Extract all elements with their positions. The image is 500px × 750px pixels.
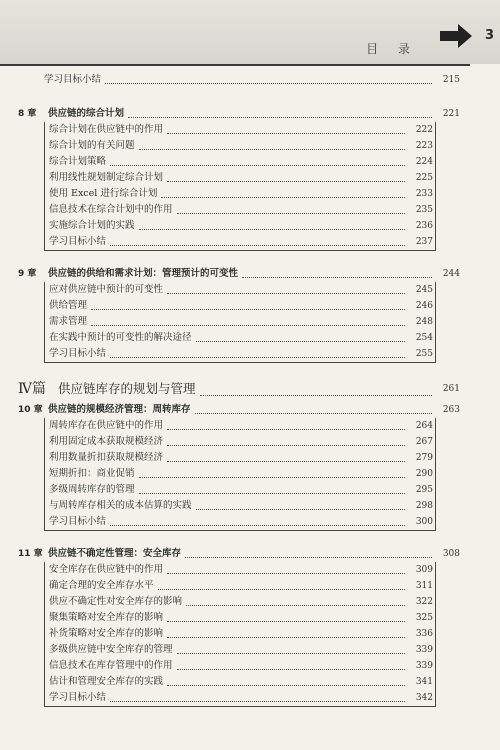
running-title: 目 录: [366, 42, 418, 56]
chapter-heading[interactable]: 11 章 供应链不确定性管理：安全库存 308: [18, 548, 460, 559]
toc-entry[interactable]: 聚集策略对安全库存的影响 325: [49, 612, 433, 623]
toc-entry[interactable]: 实施综合计划的实践 236: [49, 220, 433, 231]
toc-entry[interactable]: 供应不确定性对安全库存的影响 322: [49, 596, 433, 607]
arrow-right-icon: [438, 22, 474, 50]
toc-entry[interactable]: 多级供应链中安全库存的管理 339: [49, 644, 433, 655]
toc-entry[interactable]: 学习目标小结 255: [49, 348, 433, 359]
toc-entry[interactable]: 学习目标小结 300: [49, 516, 433, 527]
toc-entry[interactable]: 周转库存在供应链中的作用 264: [49, 420, 433, 431]
page-header: [0, 0, 500, 64]
toc-entry[interactable]: 利用固定成本获取规模经济 267: [49, 436, 433, 447]
toc-entry[interactable]: 信息技术在库存管理中的作用 339: [49, 660, 433, 671]
toc-entry[interactable]: 安全库存在供应链中的作用 309: [49, 564, 433, 575]
toc-entry[interactable]: 供给管理 246: [49, 300, 433, 311]
toc-entry[interactable]: 在实践中预计的可变性的解决途径 254: [49, 332, 433, 343]
chapter-heading[interactable]: 9 章 供应链的供给和需求计划：管理预计的可变性 244: [18, 268, 460, 279]
page-number: 3: [484, 28, 494, 43]
toc-entry[interactable]: 综合计划的有关问题 223: [49, 140, 433, 151]
toc-entry[interactable]: 应对供应链中预计的可变性 245: [49, 284, 433, 295]
toc-entry[interactable]: 使用 Excel 进行综合计划 233: [49, 188, 433, 199]
toc-entry[interactable]: 综合计划在供应链中的作用 222: [49, 124, 433, 135]
toc-entry[interactable]: 需求管理 248: [49, 316, 433, 327]
chapter-sections: [44, 122, 436, 251]
toc-entry[interactable]: 利用数量折扣获取规模经济 279: [49, 452, 433, 463]
toc-entry[interactable]: 学习目标小结 215: [44, 74, 460, 85]
chapter-sections: [44, 562, 436, 707]
chapter-heading[interactable]: 10 章 供应链的规模经济管理：周转库存 263: [18, 404, 460, 415]
toc-entry[interactable]: 补货策略对安全库存的影响 336: [49, 628, 433, 639]
toc-entry[interactable]: 综合计划策略 224: [49, 156, 433, 167]
toc-entry[interactable]: 利用线性规划制定综合计划 225: [49, 172, 433, 183]
toc-entry[interactable]: 估计和管理安全库存的实践 341: [49, 676, 433, 687]
toc-entry[interactable]: 学习目标小结 342: [49, 692, 433, 703]
toc-entry[interactable]: 短期折扣：商业促销 290: [49, 468, 433, 479]
toc-entry[interactable]: 确定合理的安全库存水平 311: [49, 580, 433, 591]
chapter-sections: [44, 282, 436, 363]
chapter-sections: [44, 418, 436, 531]
toc-entry[interactable]: 与周转库存相关的成本估算的实践 298: [49, 500, 433, 511]
part-heading[interactable]: Ⅳ篇 供应链库存的规划与管理 261: [18, 381, 460, 397]
chapter-heading[interactable]: 8 章 供应链的综合计划 221: [18, 108, 460, 119]
toc-entry[interactable]: 学习目标小结 237: [49, 236, 433, 247]
toc-entry[interactable]: 信息技术在综合计划中的作用 235: [49, 204, 433, 215]
header-rule: [0, 64, 470, 66]
toc-entry[interactable]: 多级周转库存的管理 295: [49, 484, 433, 495]
